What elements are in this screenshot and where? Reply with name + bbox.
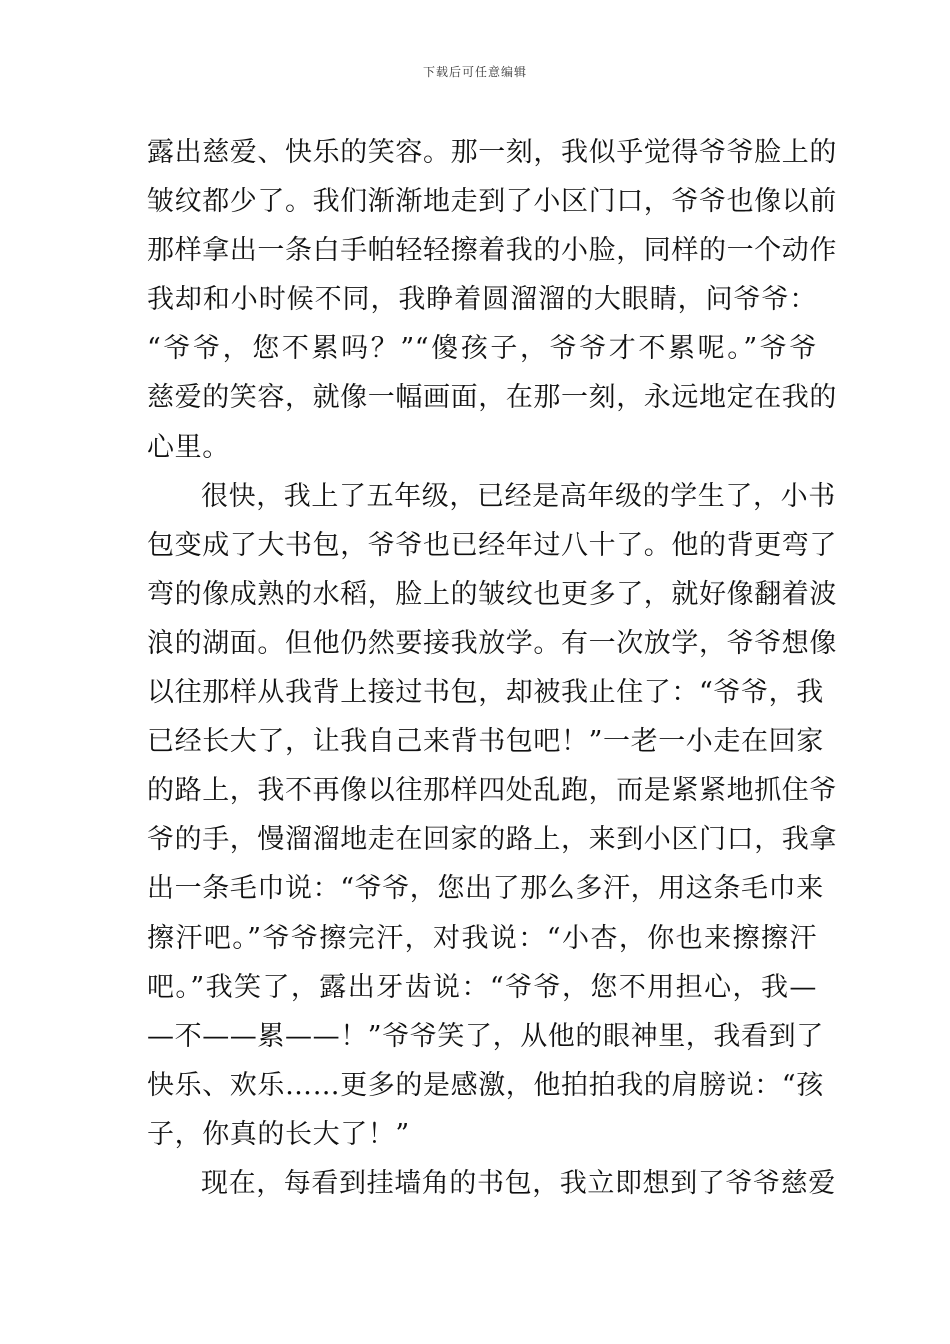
text-line: 现在，每看到挂墙角的书包，我立即想到了爷爷慈爱 [201, 1167, 836, 1199]
page-header: 下载后可任意编辑 [422, 65, 527, 79]
text-line: —不——累——！”爷爷笑了，从他的眼神里，我看到了 [147, 1020, 824, 1052]
text-line: 皱纹都少了。我们渐渐地走到了小区门口，爷爷也像以前 [147, 186, 837, 218]
text-line: 心里。 [147, 431, 230, 463]
text-line: 吧。”我笑了，露出牙齿说：“爷爷，您不用担心，我— [147, 971, 817, 1003]
text-line: 以往那样从我背上接过书包，却被我止住了：“爷爷，我 [147, 677, 824, 709]
text-line: 出一条毛巾说：“爷爷，您出了那么多汗，用这条毛巾来 [147, 873, 824, 905]
text-line: “爷爷，您不累吗？”“傻孩子，爷爷才不累呢。”爷爷 [147, 333, 817, 365]
text-line: 快乐、欢乐……更多的是感激，他拍拍我的肩膀说：“孩 [147, 1069, 824, 1101]
text-line: 露出慈爱、快乐的笑容。那一刻，我似乎觉得爷爷脸上的 [147, 137, 837, 168]
text-line: 那样拿出一条白手帕轻轻擦着我的小脸，同样的一个动作 [147, 235, 837, 267]
text-line: 的路上，我不再像以往那样四处乱跑，而是紧紧地抓住爷 [147, 775, 837, 807]
document-body [147, 128, 837, 1208]
text-line: 擦汗吧。”爷爷擦完汗，对我说：“小杏，你也来擦擦汗 [147, 922, 817, 954]
text-line: 已经长大了，让我自己来背书包吧！”一老一小走在回家 [147, 726, 824, 758]
text-line: 子，你真的长大了！” [147, 1118, 410, 1150]
text-line: 浪的湖面。但他仍然要接我放学。有一次放学，爷爷想像 [147, 627, 837, 659]
text-line: 很快，我上了五年级，已经是高年级的学生了，小书 [201, 480, 836, 512]
text-line: 弯的像成熟的水稻，脸上的皱纹也更多了，就好像翻着波 [147, 578, 837, 610]
text-line: 包变成了大书包，爷爷也已经年过八十了。他的背更弯了 [147, 529, 837, 561]
text-line: 我却和小时候不同，我睁着圆溜溜的大眼睛，问爷爷： [147, 284, 817, 316]
text-line: 爷的手，慢溜溜地走在回家的路上，来到小区门口，我拿 [147, 824, 837, 856]
text-line: 慈爱的笑容，就像一幅画面，在那一刻，永远地定在我的 [147, 382, 837, 414]
